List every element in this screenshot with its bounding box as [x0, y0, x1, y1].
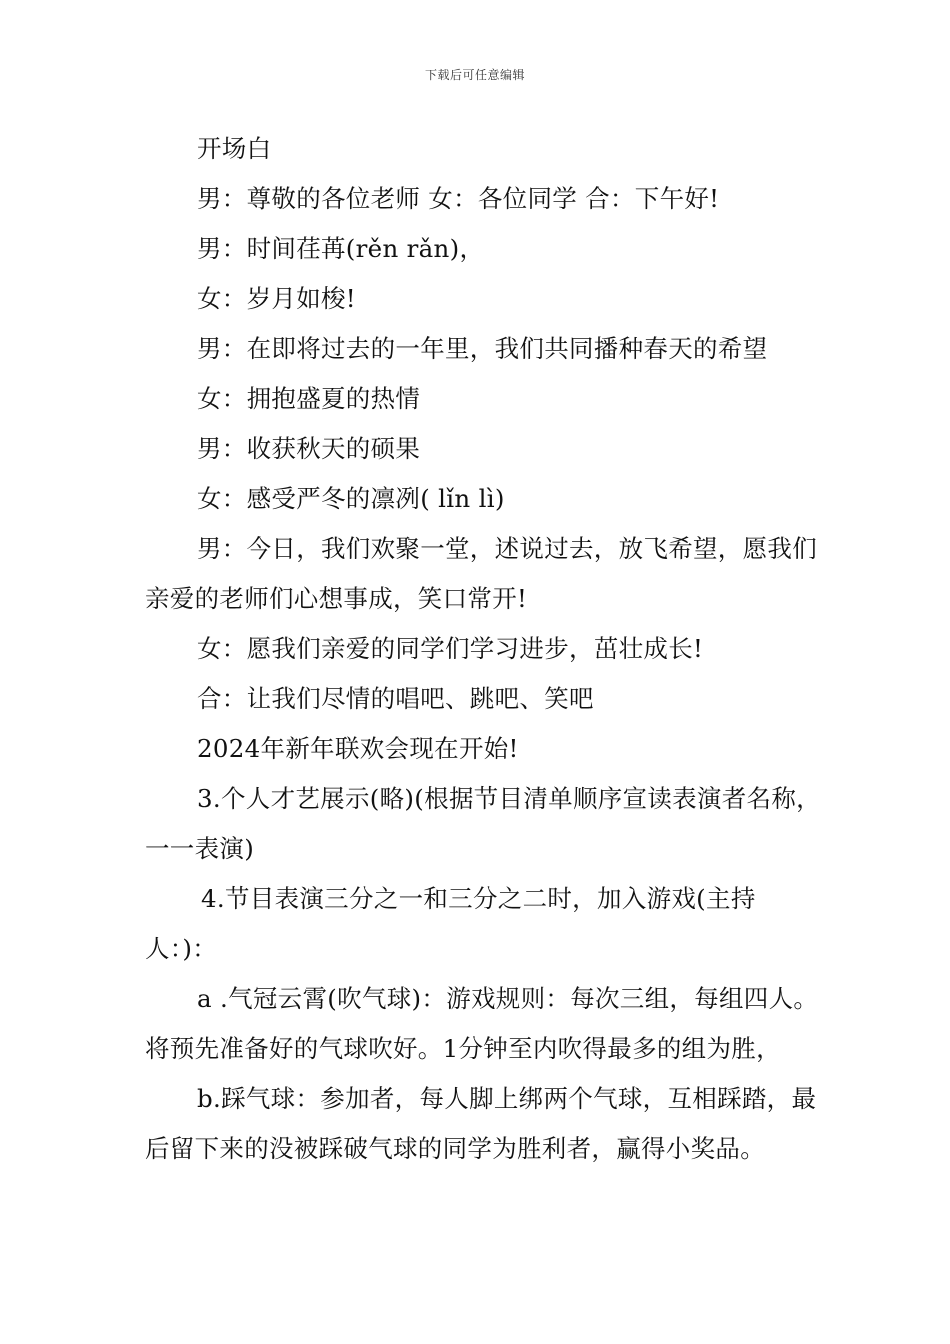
dialogue-line: 女：拥抱盛夏的热情 [197, 384, 421, 413]
dialogue-line: 男：时间荏苒(rěn rǎn)， [197, 234, 485, 263]
dialogue-line: 男：在即将过去的一年里，我们共同播种春天的希望 [197, 334, 768, 363]
dialogue-line: 女：岁月如梭! [197, 284, 356, 313]
dialogue-line: 男：收获秋天的硕果 [197, 434, 421, 463]
game-item: b.踩气球：参加者，每人脚上绑两个气球，互相踩踏，最后留下来的没被踩破气球的同学为胜利者，赢得小奖品。 [145, 1084, 817, 1163]
document-body [145, 124, 825, 1174]
program-item: 4.节目表演三分之一和三分之二时，加入游戏(主持人：)： [145, 884, 756, 963]
dialogue-line: 男：尊敬的各位老师 女：各位同学 合：下午好! [197, 184, 720, 213]
game-item: a .气冠云霄(吹气球)：游戏规则：每次三组，每组四人。将预先准备好的气球吹好。1分钟至内吹得最多的组为胜， [145, 984, 819, 1063]
page-header: 下载后可任意编辑 [424, 68, 525, 82]
program-item: 3.个人才艺展示(略)(根据节目清单顺序宣读表演者名称，一一表演) [145, 784, 821, 863]
dialogue-line: 女：愿我们亲爱的同学们学习进步，茁壮成长! [197, 634, 704, 663]
dialogue-line: 女：感受严冬的凛冽( lǐn lì) [197, 484, 505, 513]
dialogue-line: 合：让我们尽情的唱吧、跳吧、笑吧 [197, 684, 594, 713]
heading-opening: 开场白 [197, 134, 272, 163]
dialogue-line: 男：今日，我们欢聚一堂，述说过去，放飞希望，愿我们亲爱的老师们心想事成，笑口常开! [145, 534, 817, 613]
dialogue-line: 2024年新年联欢会现在开始! [197, 734, 519, 763]
